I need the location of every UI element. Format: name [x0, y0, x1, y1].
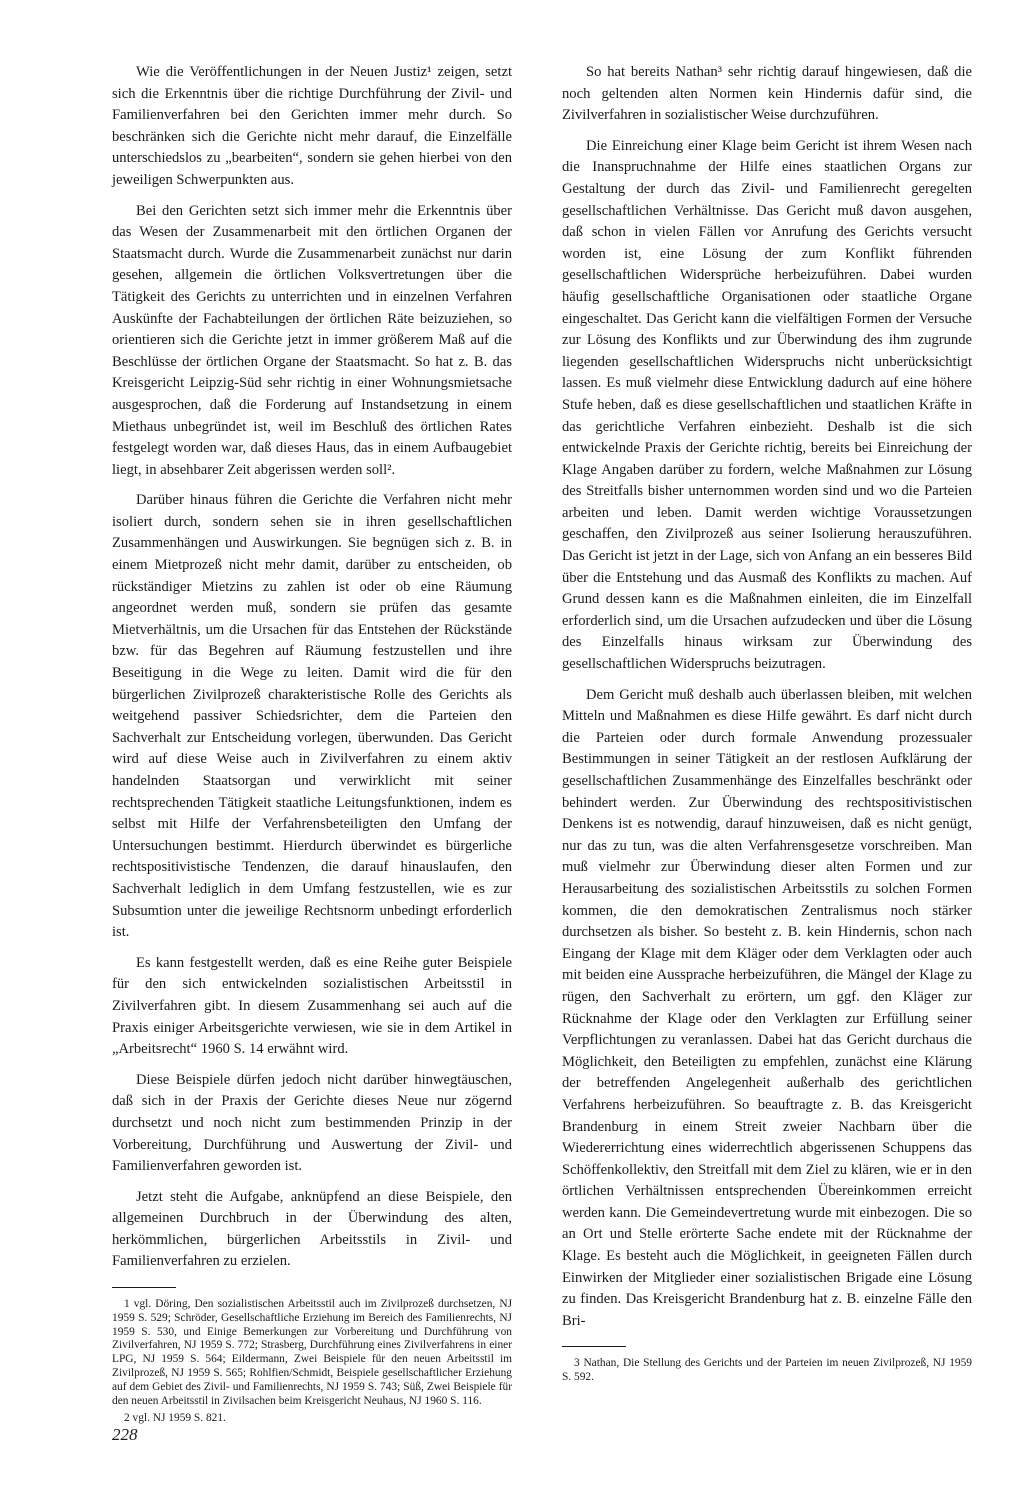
- body-paragraph: Wie die Veröffentlichungen in der Neuen Justiz¹ zeigen, setzt sich die Erkenntnis über die richtige Durchführung der Zivil- und Familienverfahren bei den Gerichten immer mehr durch. So beschränken sich die Gerichte nicht mehr darauf, die Einzelfälle unterschiedslos zu „bearbeiten“, sondern sie gehen hierbei von den jeweiligen Schwerpunkten aus.: [112, 64, 512, 188]
- body-paragraph: Bei den Gerichten setzt sich immer mehr die Erkenntnis über das Wesen der Zusammenarbeit mit den örtlichen Organen der Staatsmacht durch. Wurde die Zusammenarbeit zunächst nur darin gesehen, allgemein die örtlichen Volksvertretungen über die Tätigkeit des Gerichts zu unterrichten und in einzelnen Verfahren Auskünfte der Fachabteilungen der örtlichen Räte beizuziehen, so orientieren sich die Gerichte jetzt in immer größerem Maß auf die Beschlüsse der örtlichen Organe der Staatsmacht. So hat z. B. das Kreisgericht Leipzig-Süd sehr richtig in einer Wohnungsmietsache ausgesprochen, daß die Forderung auf Instandsetzung in einem Miethaus unbegründet ist, weil im Beschluß des örtlichen Rates festgelegt worden war, daß dieses Haus, das in einem Aufbaugebiet liegt, in absehbarer Zeit abgerissen werden soll².: [112, 202, 512, 478]
- body-paragraph: Die Einreichung einer Klage beim Gericht ist ihrem Wesen nach die Inanspruchnahme der Hilfe eines staatlichen Organs zur Gestaltung der durch das Zivil- und Familienrecht geregelten gesellschaftlichen Verhältnisse. Das Gericht muß davon ausgehen, daß schon in vielen Fällen vor Anrufung des Gerichts versucht worden ist, eine Lösung der zum Konflikt führenden gesellschaftlichen Widersprüche herbeizuführen. Dabei wurden häufig gesellschaftliche Organisationen oder staatliche Organe eingeschaltet. Das Gericht kann die vielfältigen Formen der Versuche zur Lösung des Konflikts und zur Überwindung des ihm zugrunde liegenden gesellschaftlichen Widerspruchs nicht unberücksichtigt lassen. Es muß vielmehr diese Entwicklung dadurch auf eine höhere Stufe heben, daß es diese gesellschaftlichen und staatlichen Kräfte in das gerichtliche Verfahren einbezieht. Deshalb ist die sich entwickelnde Praxis der Gerichte richtig, bereits bei Einreichung der Klage Angaben darüber zu fordern, welche Maßnahmen zur Lösung des Streitfalls bisher unternommen worden sind und wo die Parteien arbeiten und leben. Damit werden wichtige Voraussetzungen geschaffen, den Zivilprozeß aus seiner Isolierung herauszuführen. Das Gericht ist jetzt in der Lage, sich von Anfang an ein besseres Bild über die Entstehung und das Ausmaß des Konflikts zu machen. Auf Grund dessen kann es die Maßnahmen einleiten, die im Einzelfall erforderlich sind, um die Ursachen aufzudecken und über die Lösung des Einzelfalls hinaus wirksam zur Überwindung des gesellschaftlichen Widerspruchs beizutragen.: [562, 137, 972, 673]
- body-paragraph: So hat bereits Nathan³ sehr richtig darauf hingewiesen, daß die noch geltenden alten Normen kein Hindernis dafür sind, die Zivilverfahren in sozialistischer Weise durchzuführen.: [562, 64, 972, 124]
- body-paragraph: Es kann festgestellt werden, daß es eine Reihe guter Beispiele für den sich entwickelnden sozialistischen Arbeitsstil in Zivilverfahren gibt. In diesem Zusammenhang sei auch auf die Praxis einiger Arbeitsgerichte verwiesen, wie sie in dem Artikel in „Arbeitsrecht“ 1960 S. 14 erwähnt wird.: [112, 954, 512, 1058]
- right-column: [562, 62, 972, 1389]
- page-number: 228: [112, 1425, 138, 1444]
- body-paragraph: Diese Beispiele dürfen jedoch nicht darüber hinwegtäuschen, daß sich in der Praxis der Gerichte dieses Neue nur zögernd durchsetzt und noch nicht zum bestimmenden Prinzip in der Vorbereitung, Durchführung und Auswertung der Zivil- und Familienverfahren geworden ist.: [112, 1071, 512, 1175]
- left-column: [112, 62, 512, 1430]
- footnote: 3 Nathan, Die Stellung des Gerichts und der Parteien im neuen Zivilprozeß, NJ 1959 S. 592.: [562, 1357, 972, 1384]
- footnote-divider: [112, 1287, 176, 1288]
- body-paragraph: Dem Gericht muß deshalb auch überlassen bleiben, mit welchen Mitteln und Maßnahmen es diese Hilfe gewährt. Es darf nicht durch die Parteien oder durch formale Anwendung prozessualer Bestimmungen in seiner Tätigkeit an der restlosen Aufklärung der gesellschaftlichen Zusammenhänge des Einzelfalles beschränkt oder behindert werden. Zur Überwindung des rechtspositivistischen Denkens ist es notwendig, darauf hinzuweisen, daß es nicht genügt, nur das zu tun, was die alten Verfahrensgesetze vorschreiben. Man muß vielmehr zur Überwindung dieser alten Formen und zur Herausarbeitung des sozialistischen Arbeitsstils zu solchen Formen kommen, die den demokratischen Zentralismus noch stärker durchsetzen als bisher. So besteht z. B. kein Hindernis, schon nach Eingang der Klage mit dem Kläger oder dem Verklagten oder auch mit beiden eine Aussprache herbeizuführen, die Mängel der Klage zu rügen, den Sachverhalt zu erörtern, um ggf. den Kläger zur Rücknahme der Klage oder den Verklagten zur Erfüllung seiner Verpflichtungen zu veranlassen. Dabei hat das Gericht durchaus die Möglichkeit, den Beteiligten zu empfehlen, zunächst eine Klärung der betreffenden Angelegenheit außerhalb des gerichtlichen Verfahrens herbeizuführen. So beauftragte z. B. das Kreisgericht Brandenburg in einem Streit zweier Nachbarn über die Wiedererrichtung eines widerrechtlich abgerissenen Schuppens das Schöffenkollektiv, den Streitfall mit dem Ziel zu klären, wie er in den örtlichen Verhältnissen entsprechenden Übereinkommen erreicht werden kann. Die Gemeindevertretung wurde mit einbezogen. Die so an Ort und Stelle erörterte Sache endete mit der Rücknahme der Klage. Es besteht auch die Möglichkeit, in geeigneten Fällen durch Einwirken der Mitglieder einer sozialistischen Brigade eine Lösung zu finden. Das Kreisgericht Brandenburg hat z. B. einzelne Fälle den Bri-: [562, 686, 972, 1329]
- footnote: 1 vgl. Döring, Den sozialistischen Arbeitsstil auch im Zivilprozeß durchsetzen, NJ 1959 S. 529; Schröder, Gesellschaftliche Erziehung im Bereich des Familienrechts, NJ 1959 S. 530, und Einige Bemerkungen zur Vorbereitung und Durchführung von Zivilverfahren, NJ 1959 S. 772; Strasberg, Durchführung eines Zivilverfahrens in einer LPG, NJ 1959 S. 564; Eildermann, Zwei Beispiele für den neuen Arbeitsstil im Zivilprozeß, NJ 1959 S. 565; Rohlfien/Schmidt, Beispiele gesellschaftlicher Erziehung auf dem Gebiet des Zivil- und Familienrechts, NJ 1959 S. 743; Süß, Zwei Beispiele für den neuen Arbeitsstil in Zivilsachen beim Kreisgericht Neuhaus, NJ 1960 S. 116.: [112, 1298, 512, 1407]
- body-paragraph: Darüber hinaus führen die Gerichte die Verfahren nicht mehr isoliert durch, sondern sehen sie in ihren gesellschaftlichen Zusammenhängen und Auswirkungen. Sie begnügen sich z. B. in einem Mietprozeß nicht mehr damit, darüber zu entscheiden, ob rückständiger Mietzins zu zahlen ist oder ob eine Räumung angeordnet werden muß, sondern sie prüfen das gesamte Mietverhältnis, um die Ursachen für das Entstehen der Rückstände bzw. für das Begehren auf Räumung festzustellen und ihre Beseitigung in die Wege zu leiten. Damit wird die für den bürgerlichen Zivilprozeß charakteristische Rolle des Gerichts als weitgehend passiver Schiedsrichter, dem die Parteien den Sachverhalt zur Entscheidung vorlegen, überwunden. Das Gericht wird auf diese Weise auch in Zivilverfahren zu einem aktiv handelnden Staatsorgan und verwirklicht mit seiner rechtsprechenden Tätigkeit staatliche Leitungsfunktionen, indem es selbst mit Hilfe der Verfahrensbeteiligten den Umfang der Untersuchungen bestimmt. Hierdurch überwindet es bürgerliche rechtspositivistische Tendenzen, die darauf hinauslaufen, den Sachverhalt lediglich in dem Umfang festzustellen, wie es zur Subsumtion unter die jeweilige Rechtsnorm unbedingt erforderlich ist.: [112, 492, 512, 941]
- footnote: 2 vgl. NJ 1959 S. 821.: [124, 1412, 226, 1425]
- body-paragraph: Jetzt steht die Aufgabe, anknüpfend an diese Beispiele, den allgemeinen Durchbruch in der Überwindung des alten, herkömmlichen, bürgerlichen Arbeitsstils in Zivil- und Familienverfahren zu erzielen.: [112, 1188, 512, 1270]
- footnote-divider: [562, 1346, 626, 1347]
